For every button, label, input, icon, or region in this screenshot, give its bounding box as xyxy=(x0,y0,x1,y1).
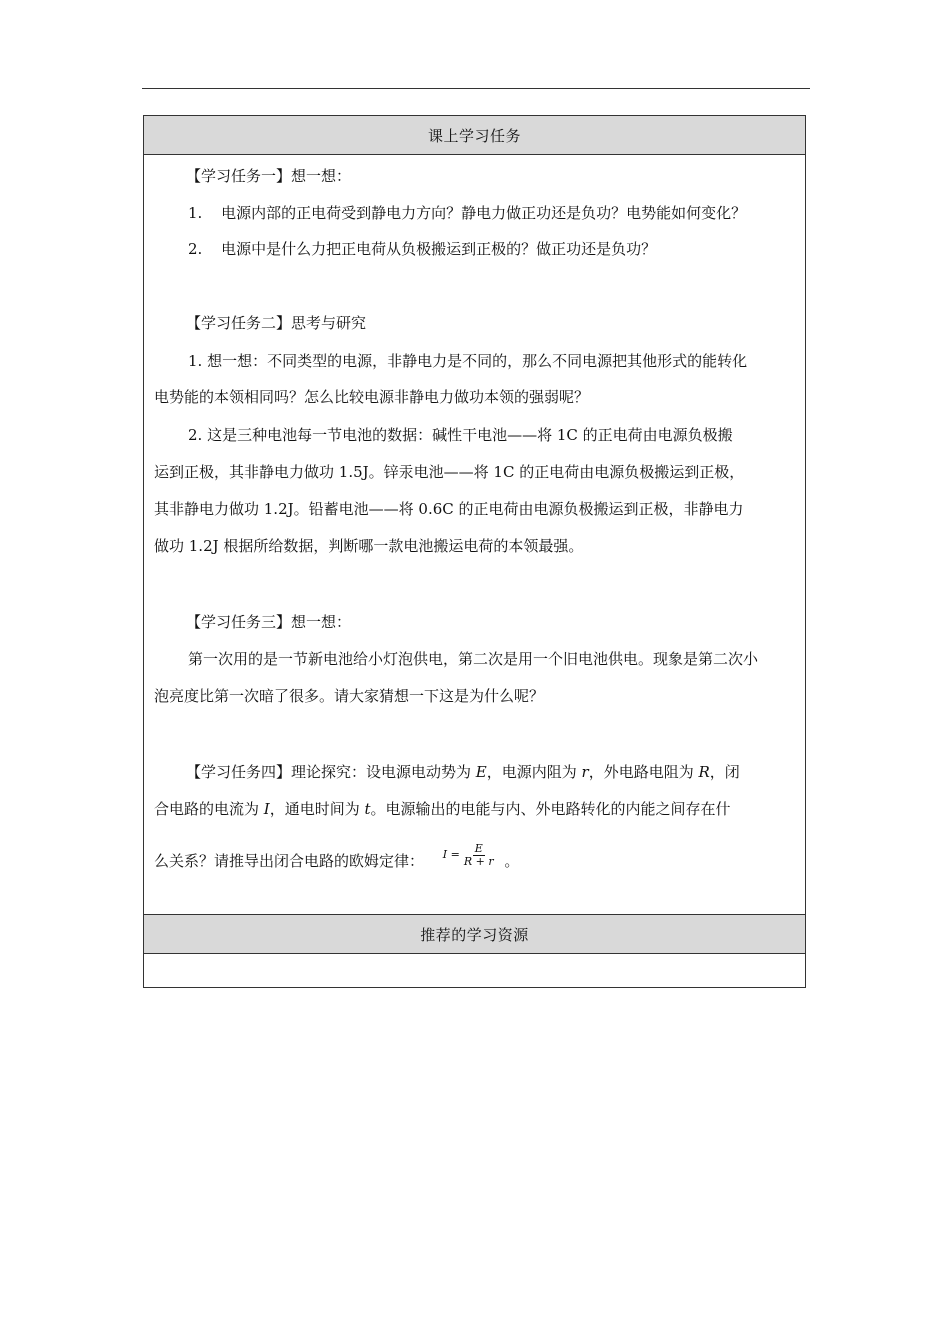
task4-line1-part-d: ，闭 xyxy=(709,763,740,781)
task4-line1 xyxy=(186,762,740,782)
task2-p1-line2: 电势能的本领相同吗？怎么比较电源非静电力做功本领的强弱呢？ xyxy=(154,388,590,406)
task1-q2-text: 电源中是什么力把正电荷从负极搬运到正极的？做正功还是负功？ xyxy=(221,240,657,258)
task4-line2-part-b: ，通电时间为 xyxy=(269,800,365,818)
task1-question-1 xyxy=(188,203,746,223)
task2-p2-line4: 做功 1.2J 根据所给数据，判断哪一款电池搬运电荷的本领最强。 xyxy=(154,537,584,555)
classroom-tasks-header xyxy=(144,116,805,155)
classroom-tasks-title: 课上学习任务 xyxy=(427,126,521,145)
classroom-tasks-content xyxy=(144,154,805,914)
task2-p1-line1: 1. 想一想：不同类型的电源，非静电力是不同的，那么不同电源把其他形式的能转化 xyxy=(188,352,748,370)
task2-p2-line2: 运到正极，其非静电力做功 1.5J。锌汞电池——将 1C 的正电荷由电源负极搬运到正极， xyxy=(154,463,745,481)
variable-r: r xyxy=(581,763,589,781)
learning-task-table xyxy=(143,115,806,988)
resources-content xyxy=(144,954,805,987)
task1-heading: 【学习任务一】想一想： xyxy=(186,167,352,185)
task1-q1-number: 1. xyxy=(188,204,203,222)
task4-line1-part-c: ，外电路电阻为 xyxy=(588,763,699,781)
formula-lhs: I = xyxy=(442,848,460,861)
task1-q1-text: 电源内部的正电荷受到静电力方向？静电力做正功还是负功？电势能如何变化？ xyxy=(221,204,747,222)
page-header-rule xyxy=(142,88,810,89)
task2-p2-line3: 其非静电力做功 1.2J。铅蓄电池——将 0.6C 的正电荷由电源负极搬运到正极，非静电力 xyxy=(154,500,744,518)
task3-heading: 【学习任务三】想一想： xyxy=(186,613,352,631)
ohms-law-formula xyxy=(443,841,498,869)
task4-line1-part-b: ，电源内阻为 xyxy=(486,763,582,781)
resources-header xyxy=(144,914,805,954)
task4-line3-text: 么关系？请推导出闭合电路的欧姆定律： xyxy=(154,852,425,870)
task4-line1-part-a: 【学习任务四】理论探究：设电源电动势为 xyxy=(186,763,476,781)
variable-I: I xyxy=(263,800,270,818)
task4-line2-part-c: 。电源输出的电能与内、外电路转化的内能之间存在什 xyxy=(370,800,731,818)
task3-line2: 泡亮度比第一次暗了很多。请大家猜想一下这是为什么呢？ xyxy=(154,687,545,705)
variable-E: E xyxy=(475,763,487,781)
formula-fraction xyxy=(462,843,496,868)
task3-line1: 第一次用的是一节新电池给小灯泡供电，第二次是用一个旧电池供电。现象是第二次小 xyxy=(188,650,759,668)
task1-question-2 xyxy=(188,239,656,259)
task4-line3 xyxy=(154,841,520,877)
task4-line2-part-a: 合电路的电流为 xyxy=(154,800,264,818)
variable-t: t xyxy=(364,800,371,818)
resources-title: 推荐的学习资源 xyxy=(420,925,529,944)
variable-R: R xyxy=(698,763,710,781)
task1-q2-number: 2. xyxy=(188,240,203,258)
task2-heading: 【学习任务二】思考与研究 xyxy=(186,314,367,332)
formula-numerator: E xyxy=(474,841,483,855)
formula-denominator: R + r xyxy=(463,854,494,868)
task4-line2 xyxy=(154,799,731,819)
task4-line3-end: 。 xyxy=(504,852,520,870)
task2-p2-line1: 2. 这是三种电池每一节电池的数据：碱性干电池——将 1C 的正电荷由电源负极搬 xyxy=(188,426,733,444)
